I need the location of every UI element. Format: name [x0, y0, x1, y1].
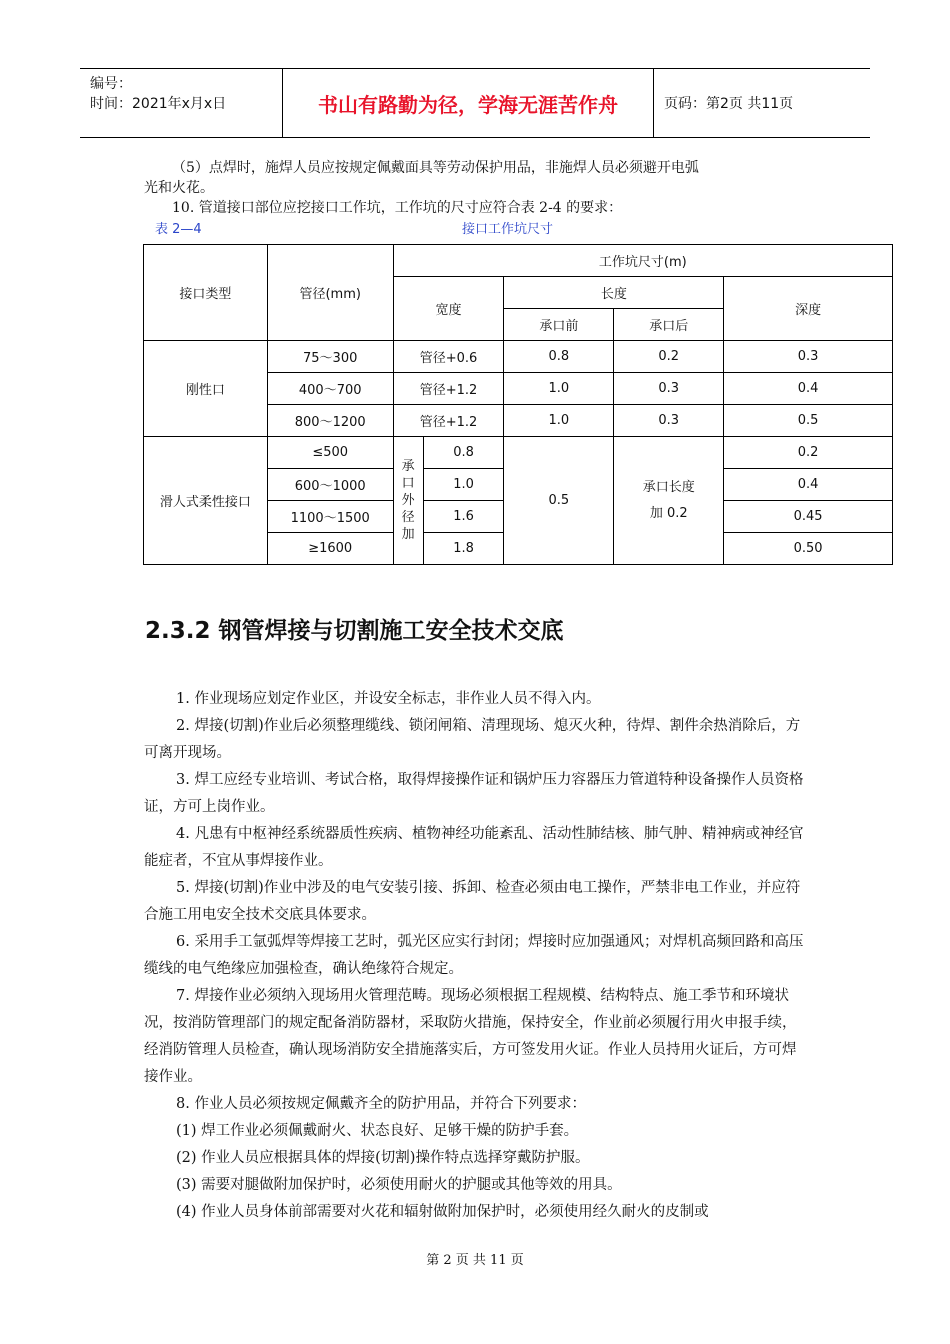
paragraph: (2) 作业人员应根据具体的焊接(切割)操作特点选择穿戴防护服。: [176, 1150, 590, 1166]
paragraph: 8. 作业人员必须按规定佩戴齐全的防护用品，并符合下列要求：: [176, 1096, 586, 1112]
cell-width: 1.8: [423, 533, 504, 565]
cell-back: 0.3: [614, 405, 724, 437]
cell-dia: ≥1600: [267, 533, 393, 565]
table-caption: 接口工作坑尺寸: [462, 222, 554, 237]
table-row: [144, 437, 893, 469]
cell-depth: 0.4: [724, 373, 893, 405]
pit-size-table: [143, 244, 893, 565]
cell-front: 0.8: [504, 341, 614, 373]
page-header: [80, 68, 870, 138]
intro-item-10: 10. 管道接口部位应挖接口工作坑，工作坑的尺寸应符合表 2-4 的要求：: [172, 200, 623, 216]
cell-width: 0.8: [423, 437, 504, 469]
th-length: 长度: [504, 277, 724, 309]
paragraph: 5. 焊接(切割)作业中涉及的电气安装引接、拆卸、检查必须由电工操作，严禁非电工作业，并应符合施工用电安全技术交底具体要求。: [144, 880, 801, 923]
cell-dia: 800～1200: [267, 405, 393, 437]
cell-width: 管径+1.2: [393, 373, 504, 405]
intro-item-5-cont: 光和火花。: [144, 180, 214, 196]
section-body: [144, 686, 808, 1226]
section-title: 2.3.2 钢管焊接与切割施工安全技术交底: [145, 618, 564, 644]
cell-width: 管径+0.6: [393, 341, 504, 373]
cell-dia: 75～300: [267, 341, 393, 373]
th-width: 宽度: [393, 277, 504, 341]
cell-back: 0.3: [614, 373, 724, 405]
header-page: 页码：第2页 共11页: [664, 96, 794, 112]
cell-dia: ≤500: [267, 437, 393, 469]
table-row: [144, 341, 893, 373]
th-pipe-dia: 管径(mm): [267, 245, 393, 341]
cell-dia: 600～1000: [267, 469, 393, 501]
flex-width-note: [393, 437, 423, 565]
page-footer: 第 2 页 共 11 页: [426, 1253, 524, 1268]
paragraph: 1. 作业现场应划定作业区，并设安全标志，非作业人员不得入内。: [176, 691, 601, 707]
rigid-type: 刚性口: [144, 341, 268, 437]
flex-width-note-text: 承口外径加: [401, 459, 415, 542]
cell-depth: 0.5: [724, 405, 893, 437]
th-front: 承口前: [504, 309, 614, 341]
paragraph: (1) 焊工作业必须佩戴耐火、状态良好、足够干燥的防护手套。: [176, 1123, 579, 1139]
intro-item-5: （5）点焊时，施焊人员应按规定佩戴面具等劳动保护用品，非施焊人员必须避开电弧: [172, 160, 699, 176]
cell-depth: 0.3: [724, 341, 893, 373]
paragraph: 6. 采用手工氩弧焊等焊接工艺时，弧光区应实行封闭；焊接时应加强通风；对焊机高频回路和高压缆线的电气绝缘应加强检查，确认绝缘符合规定。: [144, 934, 804, 977]
cell-depth: 0.4: [724, 469, 893, 501]
flex-type: 滑人式柔性接口: [144, 437, 268, 565]
cell-width: 1.6: [423, 501, 504, 533]
th-joint-type: 接口类型: [144, 245, 268, 341]
cell-dia: 1100～1500: [267, 501, 393, 533]
cell-width: 管径+1.2: [393, 405, 504, 437]
cell-depth: 0.2: [724, 437, 893, 469]
flex-back: 承口长度加 0.2: [614, 437, 724, 565]
cell-depth: 0.50: [724, 533, 893, 565]
doc-time: 时间：2021年x月x日: [90, 96, 227, 112]
header-motto: 书山有路勤为径，学海无涯苦作舟: [283, 69, 654, 137]
doc-number: 编号：: [90, 76, 132, 92]
cell-depth: 0.45: [724, 501, 893, 533]
th-back: 承口后: [614, 309, 724, 341]
cell-width: 1.0: [423, 469, 504, 501]
header-meta: [80, 69, 283, 137]
cell-front: 1.0: [504, 405, 614, 437]
paragraph: 2. 焊接(切割)作业后必须整理缆线、锁闭闸箱、清理现场、熄灭火种，待焊、割件余热消除后，方可离开现场。: [144, 718, 801, 761]
flex-front: 0.5: [504, 437, 614, 565]
paragraph: 7. 焊接作业必须纳入现场用火管理范畴。现场必须根据工程规模、结构特点、施工季节和环境状况，按消防管理部门的规定配备消防器材，采取防火措施，保持安全，作业前必须履行用火申报手续，经消防管理人员检查，确认现场消防安全措施落实后，方可签发用火证。作业人员持用火证后，方可焊接作业。: [144, 988, 797, 1085]
cell-front: 1.0: [504, 373, 614, 405]
paragraph: 4. 凡患有中枢神经系统器质性疾病、植物神经功能紊乱、活动性肺结核、肺气肿、精神病或神经官能症者，不宜从事焊接作业。: [144, 826, 804, 869]
th-depth: 深度: [724, 277, 893, 341]
cell-dia: 400～700: [267, 373, 393, 405]
cell-back: 0.2: [614, 341, 724, 373]
paragraph: 3. 焊工应经专业培训、考试合格，取得焊接操作证和锅炉压力容器压力管道特种设备操作人员资格证，方可上岗作业。: [144, 772, 804, 815]
paragraph: (4) 作业人员身体前部需要对火花和辐射做附加保护时，必须使用经久耐火的皮制或: [176, 1204, 709, 1220]
paragraph: (3) 需要对腿做附加保护时，必须使用耐火的护腿或其他等效的用具。: [176, 1177, 622, 1193]
th-pit-size: 工作坑尺寸(m): [393, 245, 892, 277]
table-label: 表 2—4: [155, 222, 202, 237]
